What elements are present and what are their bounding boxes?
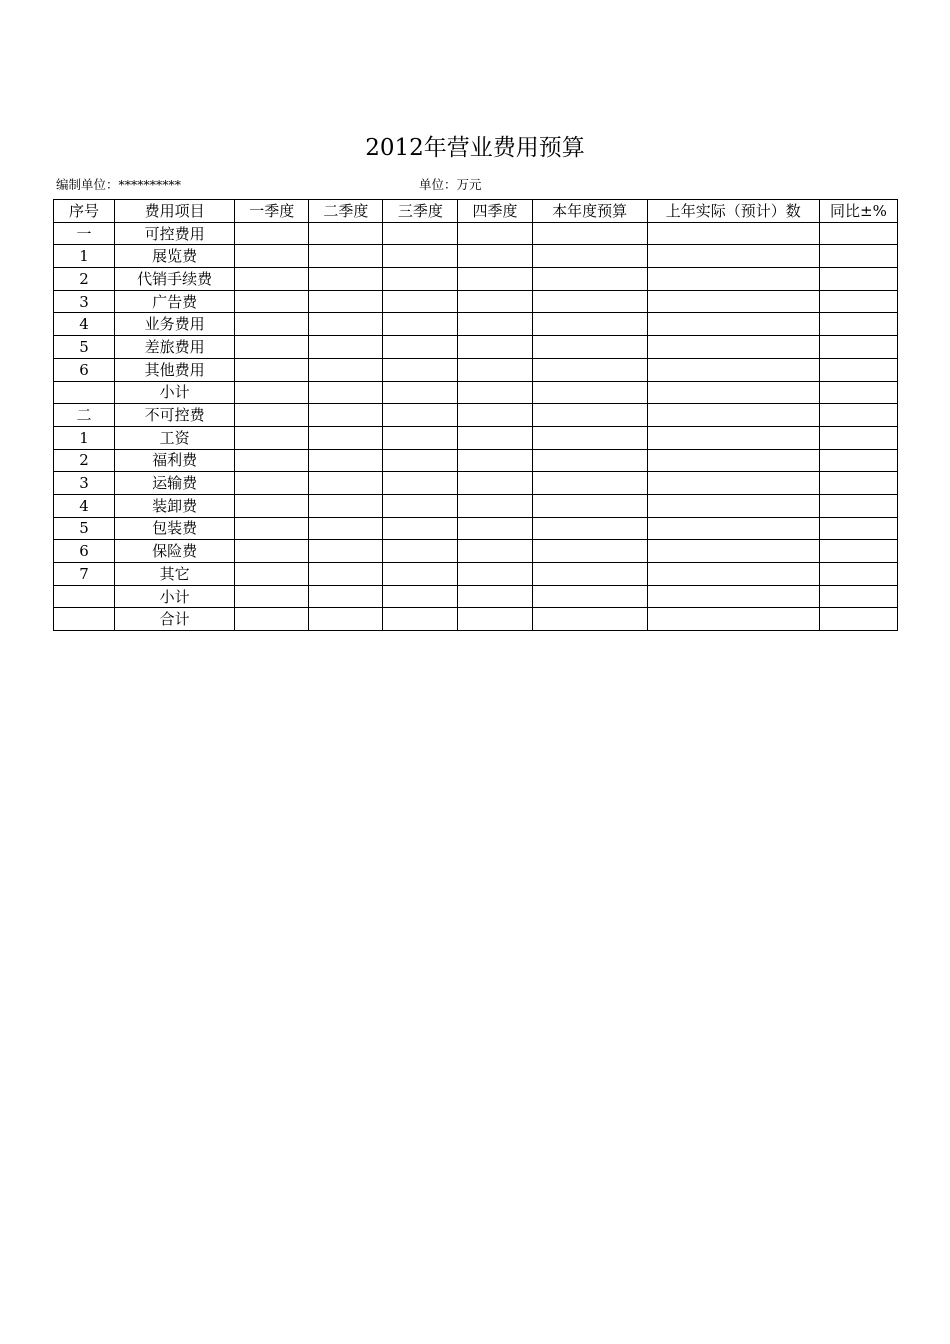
value-cell[interactable] xyxy=(383,494,458,517)
expense-item-cell: 代销手续费 xyxy=(115,268,235,291)
value-cell[interactable] xyxy=(458,222,532,245)
value-cell[interactable] xyxy=(309,245,383,268)
row-number-cell: 2 xyxy=(54,268,115,291)
value-cell[interactable] xyxy=(383,585,458,608)
column-header: 本年度预算 xyxy=(532,200,647,223)
value-cell[interactable] xyxy=(532,563,647,586)
expense-item-cell: 其他费用 xyxy=(115,358,235,381)
table-row xyxy=(54,449,898,472)
value-cell[interactable] xyxy=(309,449,383,472)
table-row xyxy=(54,426,898,449)
value-cell[interactable] xyxy=(235,494,309,517)
value-cell[interactable] xyxy=(235,608,309,631)
value-cell[interactable] xyxy=(532,494,647,517)
column-header: 同比±% xyxy=(819,200,897,223)
header-row xyxy=(54,200,898,223)
value-cell[interactable] xyxy=(532,245,647,268)
table-row xyxy=(54,563,898,586)
row-number-cell: 5 xyxy=(54,336,115,359)
expense-item-cell: 广告费 xyxy=(115,290,235,313)
expense-item-cell: 业务费用 xyxy=(115,313,235,336)
value-cell[interactable] xyxy=(532,336,647,359)
table-row xyxy=(54,245,898,268)
value-cell[interactable] xyxy=(647,563,819,586)
value-cell[interactable] xyxy=(532,517,647,540)
value-cell[interactable] xyxy=(819,245,897,268)
value-cell[interactable] xyxy=(458,563,532,586)
value-cell[interactable] xyxy=(532,313,647,336)
value-cell[interactable] xyxy=(458,245,532,268)
unit-label: 单位：万元 xyxy=(419,177,482,192)
value-cell[interactable] xyxy=(309,404,383,427)
value-cell[interactable] xyxy=(819,608,897,631)
value-cell[interactable] xyxy=(309,336,383,359)
table-row xyxy=(54,517,898,540)
row-number-cell: 5 xyxy=(54,517,115,540)
value-cell[interactable] xyxy=(383,313,458,336)
value-cell[interactable] xyxy=(647,517,819,540)
value-cell[interactable] xyxy=(383,517,458,540)
value-cell[interactable] xyxy=(532,358,647,381)
value-cell[interactable] xyxy=(532,426,647,449)
value-cell[interactable] xyxy=(532,472,647,495)
value-cell[interactable] xyxy=(458,494,532,517)
value-cell[interactable] xyxy=(819,381,897,404)
value-cell[interactable] xyxy=(819,268,897,291)
value-cell[interactable] xyxy=(819,313,897,336)
row-number-cell: 6 xyxy=(54,358,115,381)
value-cell[interactable] xyxy=(819,517,897,540)
table-row xyxy=(54,585,898,608)
value-cell[interactable] xyxy=(458,336,532,359)
value-cell[interactable] xyxy=(383,336,458,359)
value-cell[interactable] xyxy=(383,540,458,563)
value-cell[interactable] xyxy=(309,381,383,404)
value-cell[interactable] xyxy=(819,290,897,313)
value-cell[interactable] xyxy=(309,290,383,313)
value-cell[interactable] xyxy=(235,336,309,359)
value-cell[interactable] xyxy=(383,245,458,268)
table-row xyxy=(54,358,898,381)
value-cell[interactable] xyxy=(309,222,383,245)
value-cell[interactable] xyxy=(532,585,647,608)
value-cell[interactable] xyxy=(819,449,897,472)
expense-item-cell: 包装费 xyxy=(115,517,235,540)
value-cell[interactable] xyxy=(819,563,897,586)
value-cell[interactable] xyxy=(647,245,819,268)
column-header: 上年实际（预计）数 xyxy=(647,200,819,223)
row-number-cell xyxy=(54,381,115,404)
row-number-cell: 4 xyxy=(54,494,115,517)
value-cell[interactable] xyxy=(819,336,897,359)
row-number-cell xyxy=(54,608,115,631)
value-cell[interactable] xyxy=(309,608,383,631)
row-number-cell: 1 xyxy=(54,245,115,268)
row-number-cell: 一 xyxy=(54,222,115,245)
column-header: 序号 xyxy=(54,200,115,223)
value-cell[interactable] xyxy=(383,381,458,404)
value-cell[interactable] xyxy=(383,268,458,291)
expense-item-cell: 展览费 xyxy=(115,245,235,268)
table-row xyxy=(54,222,898,245)
table-row xyxy=(54,336,898,359)
expense-item-cell: 小计 xyxy=(115,381,235,404)
row-number-cell: 4 xyxy=(54,313,115,336)
expense-item-cell: 合计 xyxy=(115,608,235,631)
value-cell[interactable] xyxy=(647,222,819,245)
row-number-cell: 3 xyxy=(54,290,115,313)
value-cell[interactable] xyxy=(309,517,383,540)
expense-item-cell: 保险费 xyxy=(115,540,235,563)
value-cell[interactable] xyxy=(647,404,819,427)
table-row xyxy=(54,540,898,563)
value-cell[interactable] xyxy=(819,222,897,245)
value-cell[interactable] xyxy=(819,472,897,495)
value-cell[interactable] xyxy=(647,358,819,381)
value-cell[interactable] xyxy=(235,290,309,313)
value-cell[interactable] xyxy=(458,358,532,381)
value-cell[interactable] xyxy=(458,540,532,563)
value-cell[interactable] xyxy=(235,426,309,449)
value-cell[interactable] xyxy=(235,268,309,291)
row-number-cell: 3 xyxy=(54,472,115,495)
value-cell[interactable] xyxy=(383,222,458,245)
expense-item-cell: 装卸费 xyxy=(115,494,235,517)
value-cell[interactable] xyxy=(235,313,309,336)
value-cell[interactable] xyxy=(235,381,309,404)
value-cell[interactable] xyxy=(383,404,458,427)
value-cell[interactable] xyxy=(309,540,383,563)
value-cell[interactable] xyxy=(458,268,532,291)
value-cell[interactable] xyxy=(647,268,819,291)
table-row xyxy=(54,290,898,313)
row-number-cell: 2 xyxy=(54,449,115,472)
expense-item-cell: 小计 xyxy=(115,585,235,608)
row-number-cell: 二 xyxy=(54,404,115,427)
value-cell[interactable] xyxy=(458,517,532,540)
row-number-cell: 6 xyxy=(54,540,115,563)
value-cell[interactable] xyxy=(309,585,383,608)
table-row xyxy=(54,381,898,404)
value-cell[interactable] xyxy=(819,404,897,427)
value-cell[interactable] xyxy=(647,494,819,517)
value-cell[interactable] xyxy=(532,222,647,245)
table-body xyxy=(54,222,898,630)
value-cell[interactable] xyxy=(235,245,309,268)
value-cell[interactable] xyxy=(235,358,309,381)
value-cell[interactable] xyxy=(532,608,647,631)
table-header xyxy=(54,200,898,223)
column-header: 费用项目 xyxy=(115,200,235,223)
value-cell[interactable] xyxy=(458,449,532,472)
value-cell[interactable] xyxy=(647,381,819,404)
org-label: 编制单位：********** xyxy=(56,177,182,192)
expense-item-cell: 其它 xyxy=(115,563,235,586)
expense-item-cell: 工资 xyxy=(115,426,235,449)
column-header: 四季度 xyxy=(458,200,532,223)
value-cell[interactable] xyxy=(532,381,647,404)
value-cell[interactable] xyxy=(383,358,458,381)
value-cell[interactable] xyxy=(647,426,819,449)
value-cell[interactable] xyxy=(647,540,819,563)
value-cell[interactable] xyxy=(309,494,383,517)
column-header: 三季度 xyxy=(383,200,458,223)
value-cell[interactable] xyxy=(532,540,647,563)
expense-item-cell: 可控费用 xyxy=(115,222,235,245)
value-cell[interactable] xyxy=(309,472,383,495)
table-row xyxy=(54,472,898,495)
value-cell[interactable] xyxy=(458,472,532,495)
table-row xyxy=(54,494,898,517)
value-cell[interactable] xyxy=(458,313,532,336)
row-number-cell: 7 xyxy=(54,563,115,586)
value-cell[interactable] xyxy=(235,222,309,245)
value-cell[interactable] xyxy=(309,426,383,449)
value-cell[interactable] xyxy=(383,563,458,586)
value-cell[interactable] xyxy=(383,608,458,631)
value-cell[interactable] xyxy=(647,585,819,608)
value-cell[interactable] xyxy=(647,608,819,631)
value-cell[interactable] xyxy=(532,290,647,313)
value-cell[interactable] xyxy=(647,336,819,359)
expense-item-cell: 福利费 xyxy=(115,449,235,472)
value-cell[interactable] xyxy=(532,449,647,472)
value-cell[interactable] xyxy=(235,517,309,540)
value-cell[interactable] xyxy=(458,381,532,404)
value-cell[interactable] xyxy=(235,449,309,472)
value-cell[interactable] xyxy=(383,472,458,495)
value-cell[interactable] xyxy=(647,290,819,313)
value-cell[interactable] xyxy=(458,426,532,449)
expense-item-cell: 不可控费 xyxy=(115,404,235,427)
page-title: 2012年营业费用预算 xyxy=(365,135,585,161)
value-cell[interactable] xyxy=(235,540,309,563)
value-cell[interactable] xyxy=(532,404,647,427)
table-row xyxy=(54,313,898,336)
expense-item-cell: 差旅费用 xyxy=(115,336,235,359)
value-cell[interactable] xyxy=(819,426,897,449)
value-cell[interactable] xyxy=(458,290,532,313)
value-cell[interactable] xyxy=(309,313,383,336)
value-cell[interactable] xyxy=(458,404,532,427)
value-cell[interactable] xyxy=(819,585,897,608)
value-cell[interactable] xyxy=(647,472,819,495)
value-cell[interactable] xyxy=(235,585,309,608)
value-cell[interactable] xyxy=(235,563,309,586)
row-number-cell xyxy=(54,585,115,608)
table-row xyxy=(54,608,898,631)
table-row xyxy=(54,268,898,291)
value-cell[interactable] xyxy=(309,268,383,291)
value-cell[interactable] xyxy=(235,472,309,495)
value-cell[interactable] xyxy=(819,358,897,381)
value-cell[interactable] xyxy=(309,358,383,381)
value-cell[interactable] xyxy=(309,563,383,586)
expense-item-cell: 运输费 xyxy=(115,472,235,495)
value-cell[interactable] xyxy=(647,449,819,472)
value-cell[interactable] xyxy=(383,426,458,449)
budget-table xyxy=(53,199,898,631)
value-cell[interactable] xyxy=(383,449,458,472)
value-cell[interactable] xyxy=(458,585,532,608)
value-cell[interactable] xyxy=(647,313,819,336)
value-cell[interactable] xyxy=(819,540,897,563)
row-number-cell: 1 xyxy=(54,426,115,449)
value-cell[interactable] xyxy=(235,404,309,427)
table-row xyxy=(54,404,898,427)
value-cell[interactable] xyxy=(819,494,897,517)
column-header: 二季度 xyxy=(309,200,383,223)
value-cell[interactable] xyxy=(383,290,458,313)
column-header: 一季度 xyxy=(235,200,309,223)
value-cell[interactable] xyxy=(532,268,647,291)
value-cell[interactable] xyxy=(458,608,532,631)
